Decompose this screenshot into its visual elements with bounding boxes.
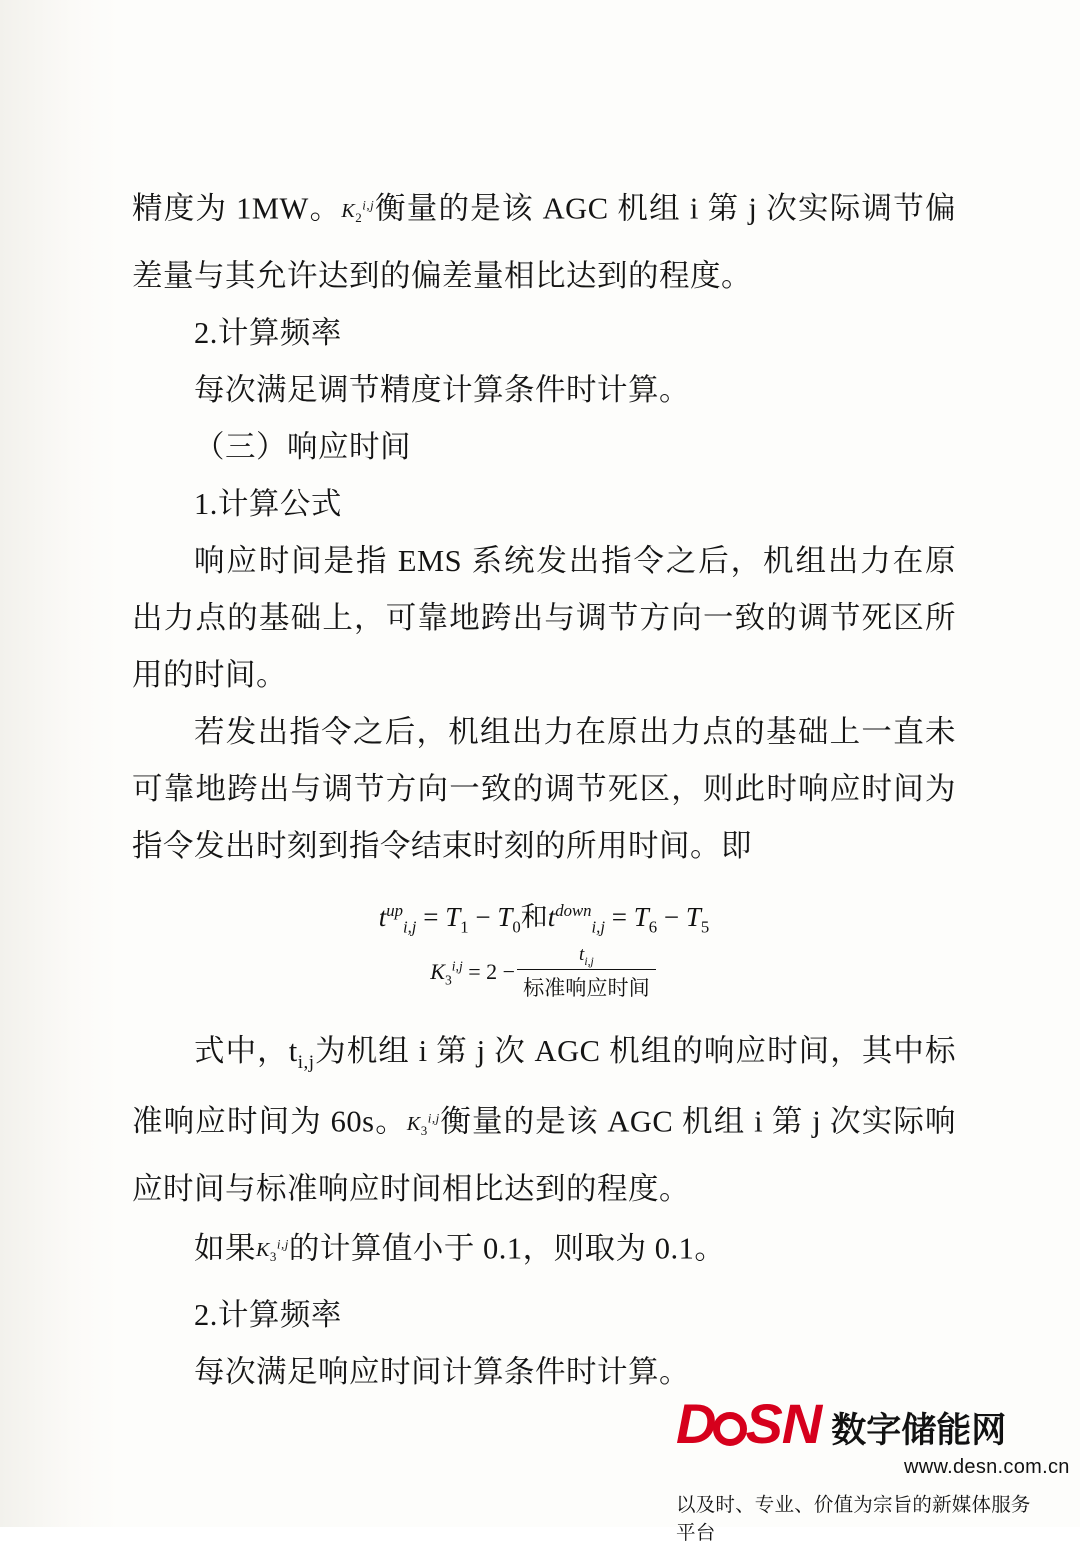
paragraph-frequency-heading: 2.计算频率: [194, 315, 342, 350]
math-k3-inline: $K_3^{i,j}$: [406, 1109, 440, 1138]
paragraph-response-definition: 响应时间是指 EMS 系统发出指令之后，机组出力在原出力点的基础上，可靠地跨出与调节方向一致的调节死区所用的时间。: [132, 543, 956, 692]
logo-row: [676, 1392, 1036, 1455]
fraction: [517, 944, 656, 1002]
footer-watermark: [676, 1392, 1070, 1545]
text-segment: 精度为 1MW。: [132, 191, 342, 226]
desn-logo-icon: D SN: [676, 1392, 822, 1455]
paragraph-symbol-explanation: [132, 1023, 956, 1218]
subheading-formula: 1.计算公式: [194, 486, 342, 521]
page-gutter-shadow: [0, 0, 118, 1527]
math-k3-inline-2: $K_3^{i,j}$: [256, 1236, 289, 1265]
text-segment: 为机组 i 第 j 次 AGC 机组的响应时间，其中标准响应时间为 60s。: [132, 1033, 956, 1139]
formula-response-time: $t^{up}_{i,j} = T_1 - T_0$和$t^{down}_{i,j} = T_6 - T_5$: [378, 900, 710, 937]
text-segment: 式中，t: [194, 1033, 298, 1068]
site-slogan: 以及时、专业、价值为宗旨的新媒体服务平台: [676, 1494, 1031, 1544]
paragraph-frequency-body-2: 每次满足响应时间计算条件时计算。: [194, 1355, 690, 1390]
text-segment: 衡量的是该 AGC 机组 i 第 j 次实际调节偏差量与其允许达到的偏差量相比达到的程度。: [132, 191, 956, 293]
site-name-cn: 数字储能网: [831, 1411, 1007, 1450]
subheading-frequency-2: 2.计算频率: [194, 1298, 342, 1333]
fraction-denominator: 标准响应时间: [517, 969, 656, 1002]
paragraph-response-fallback: 若发出指令之后，机组出力在原出力点的基础上一直未可靠地跨出与调节方向一致的调节死区，则此时响应时间为指令发出时刻到指令结束时刻的所用时间。即: [132, 714, 956, 863]
fraction-numerator: $t_{i,j}$: [579, 944, 594, 968]
text-segment: 的计算值小于 0.1，则取为 0.1。: [288, 1231, 726, 1266]
text-segment: 如果: [194, 1231, 256, 1266]
document-body: [132, 178, 956, 1401]
text-segment: 衡量的是该 AGC 机组 i 第 j 次实际响应时间与标准响应时间相比达到的程度。: [132, 1104, 956, 1206]
math-k2-inline: $K_2^{i,j}$: [341, 197, 375, 225]
site-url: www.desn.com.cn: [904, 1456, 1070, 1478]
formula-k3: $K_3^{i,j} = 2$ − $\frac{t_{i,j}}{\text{标准响应时间}}$: [132, 945, 956, 1003]
subscript-ij: i,j: [297, 1051, 315, 1073]
section-heading-response-time: （三）响应时间: [194, 429, 411, 464]
logo-ring-icon: [713, 1412, 747, 1446]
paragraph-frequency-body: 每次满足调节精度计算条件时计算。: [194, 372, 690, 407]
paragraph-min-value-rule: [132, 1218, 956, 1288]
paragraph-precision: [132, 178, 956, 305]
